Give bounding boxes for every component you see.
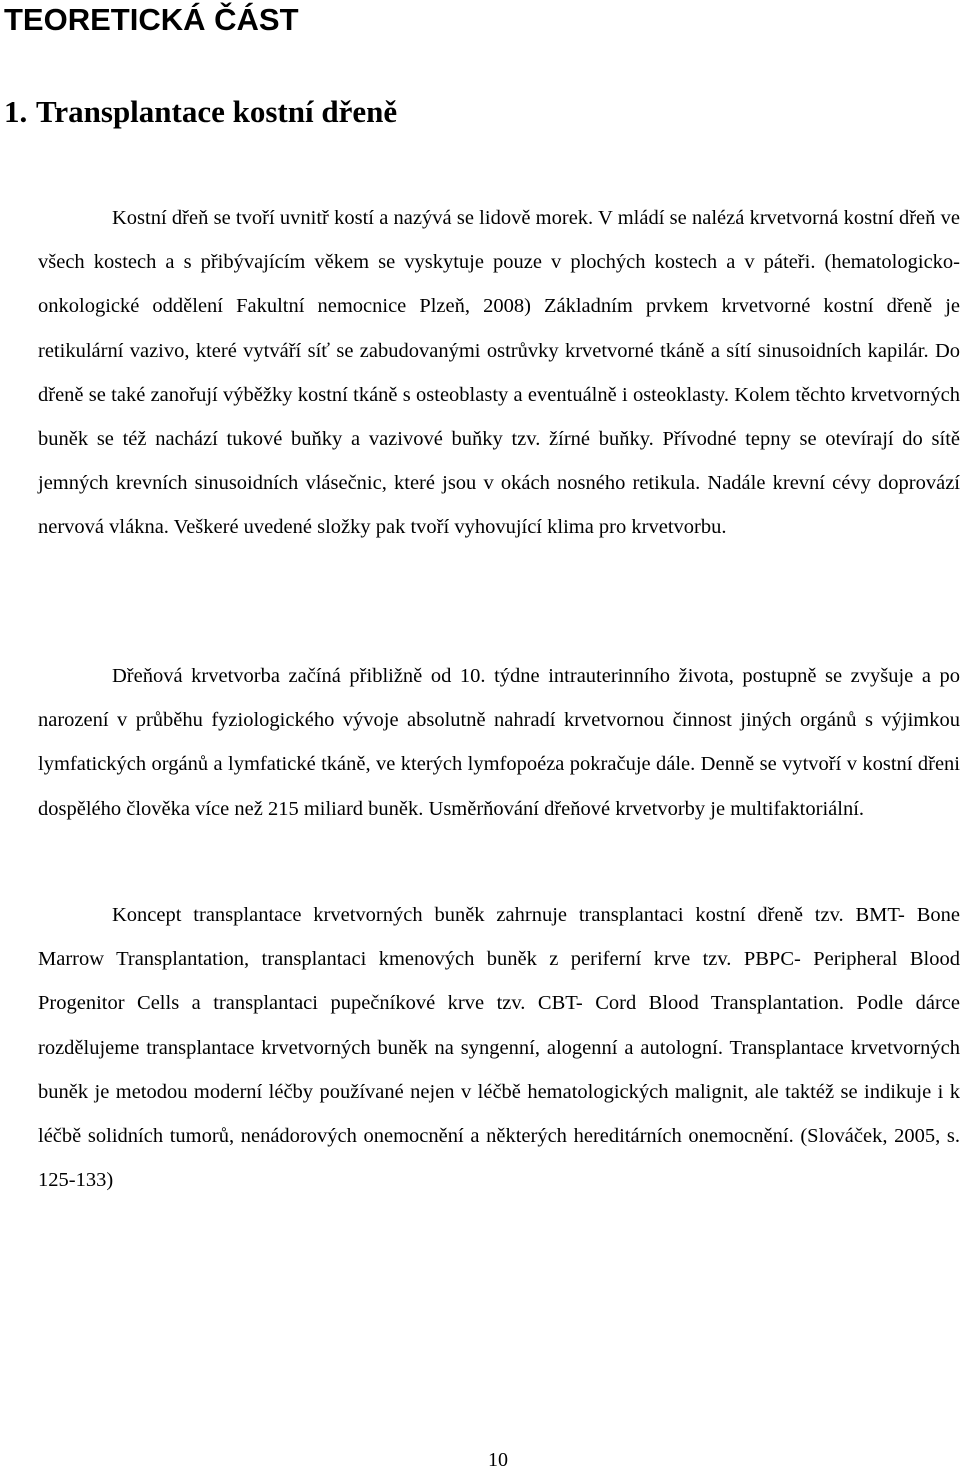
chapter-number: 1.: [4, 94, 28, 129]
paragraph-hematopoiesis-development: Dřeňová krvetvorba začíná přibližně od 10. týdne intrauterinního života, postupně se zvyšuje a po narození v průběhu fyziologického vývoje absolutně nahradí krvetvornou činnost jiných orgánů s výjimkou lymfatických orgánů a lymfatické tkáně, ve kterých lymfopoéza pokračuje dále. Denně se vytvoří v kostní dřeni dospělého člověka více než 215 miliard buněk. Usměrňování dřeňové krvetvorby je multifaktoriální.: [38, 665, 960, 820]
paragraph-bone-marrow-description: Kostní dřeň se tvoří uvnitř kostí a nazývá se lidově morek. V mládí se nalézá krvetvorná kostní dřeň ve všech kostech a s přibývajícím věkem se vyskytuje pouze v plochých kostech a v páteři. (hematologicko-onkologické oddělení Fakultní nemocnice Plzeň, 2008) Základním prvkem krvetvorné kostní dřeně je retikulární vazivo, které vytváří síť se zabudovanými ostrůvky krvetvorné tkáně a sítí sinusoidních kapilár. Do dřeně se také zanořují výběžky kostní tkáně s osteoblasty a eventuálně i osteoklasty. Kolem těchto krvetvorných buněk se též nachází tukové buňky a vazivové buňky tzv. žírné buňky. Přívodné tepny se otevírají do sítě jemných krevních sinusoidních vlásečnic, které jsou v okách nosného retikula. Nadále krevní cévy doprovází nervová vlákna. Veškeré uvedené složky pak tvoří vyhovující klima pro krvetvorbu.: [38, 207, 960, 539]
paragraph-transplantation-concept: Koncept transplantace krvetvorných buněk zahrnuje transplantaci kostní dřeně tzv. BMT- Bone Marrow Transplantation, transplantaci kmenových buněk z periferní krve tzv. PBPC- Peripheral Blood Progenitor Cells a transplantaci pupečníkové krve tzv. CBT- Cord Blood Transplantation. Podle dárce rozdělujeme transplantace krvetvorných buněk na syngenní, alogenní a autologní. Transplantace krvetvorných buněk je metodou moderní léčby používané nejen v léčbě hematologických malignit, ale taktéž se indikuje i k léčbě solidních tumorů, nenádorových onemocnění a některých hereditárních onemocnění. (Slováček, 2005, s. 125-133): [38, 904, 960, 1192]
chapter-heading: [4, 92, 397, 132]
chapter-title: Transplantace kostní dřeně: [36, 94, 398, 129]
section-heading: TEORETICKÁ ČÁST: [4, 2, 299, 37]
page-number: 10: [488, 1449, 508, 1471]
